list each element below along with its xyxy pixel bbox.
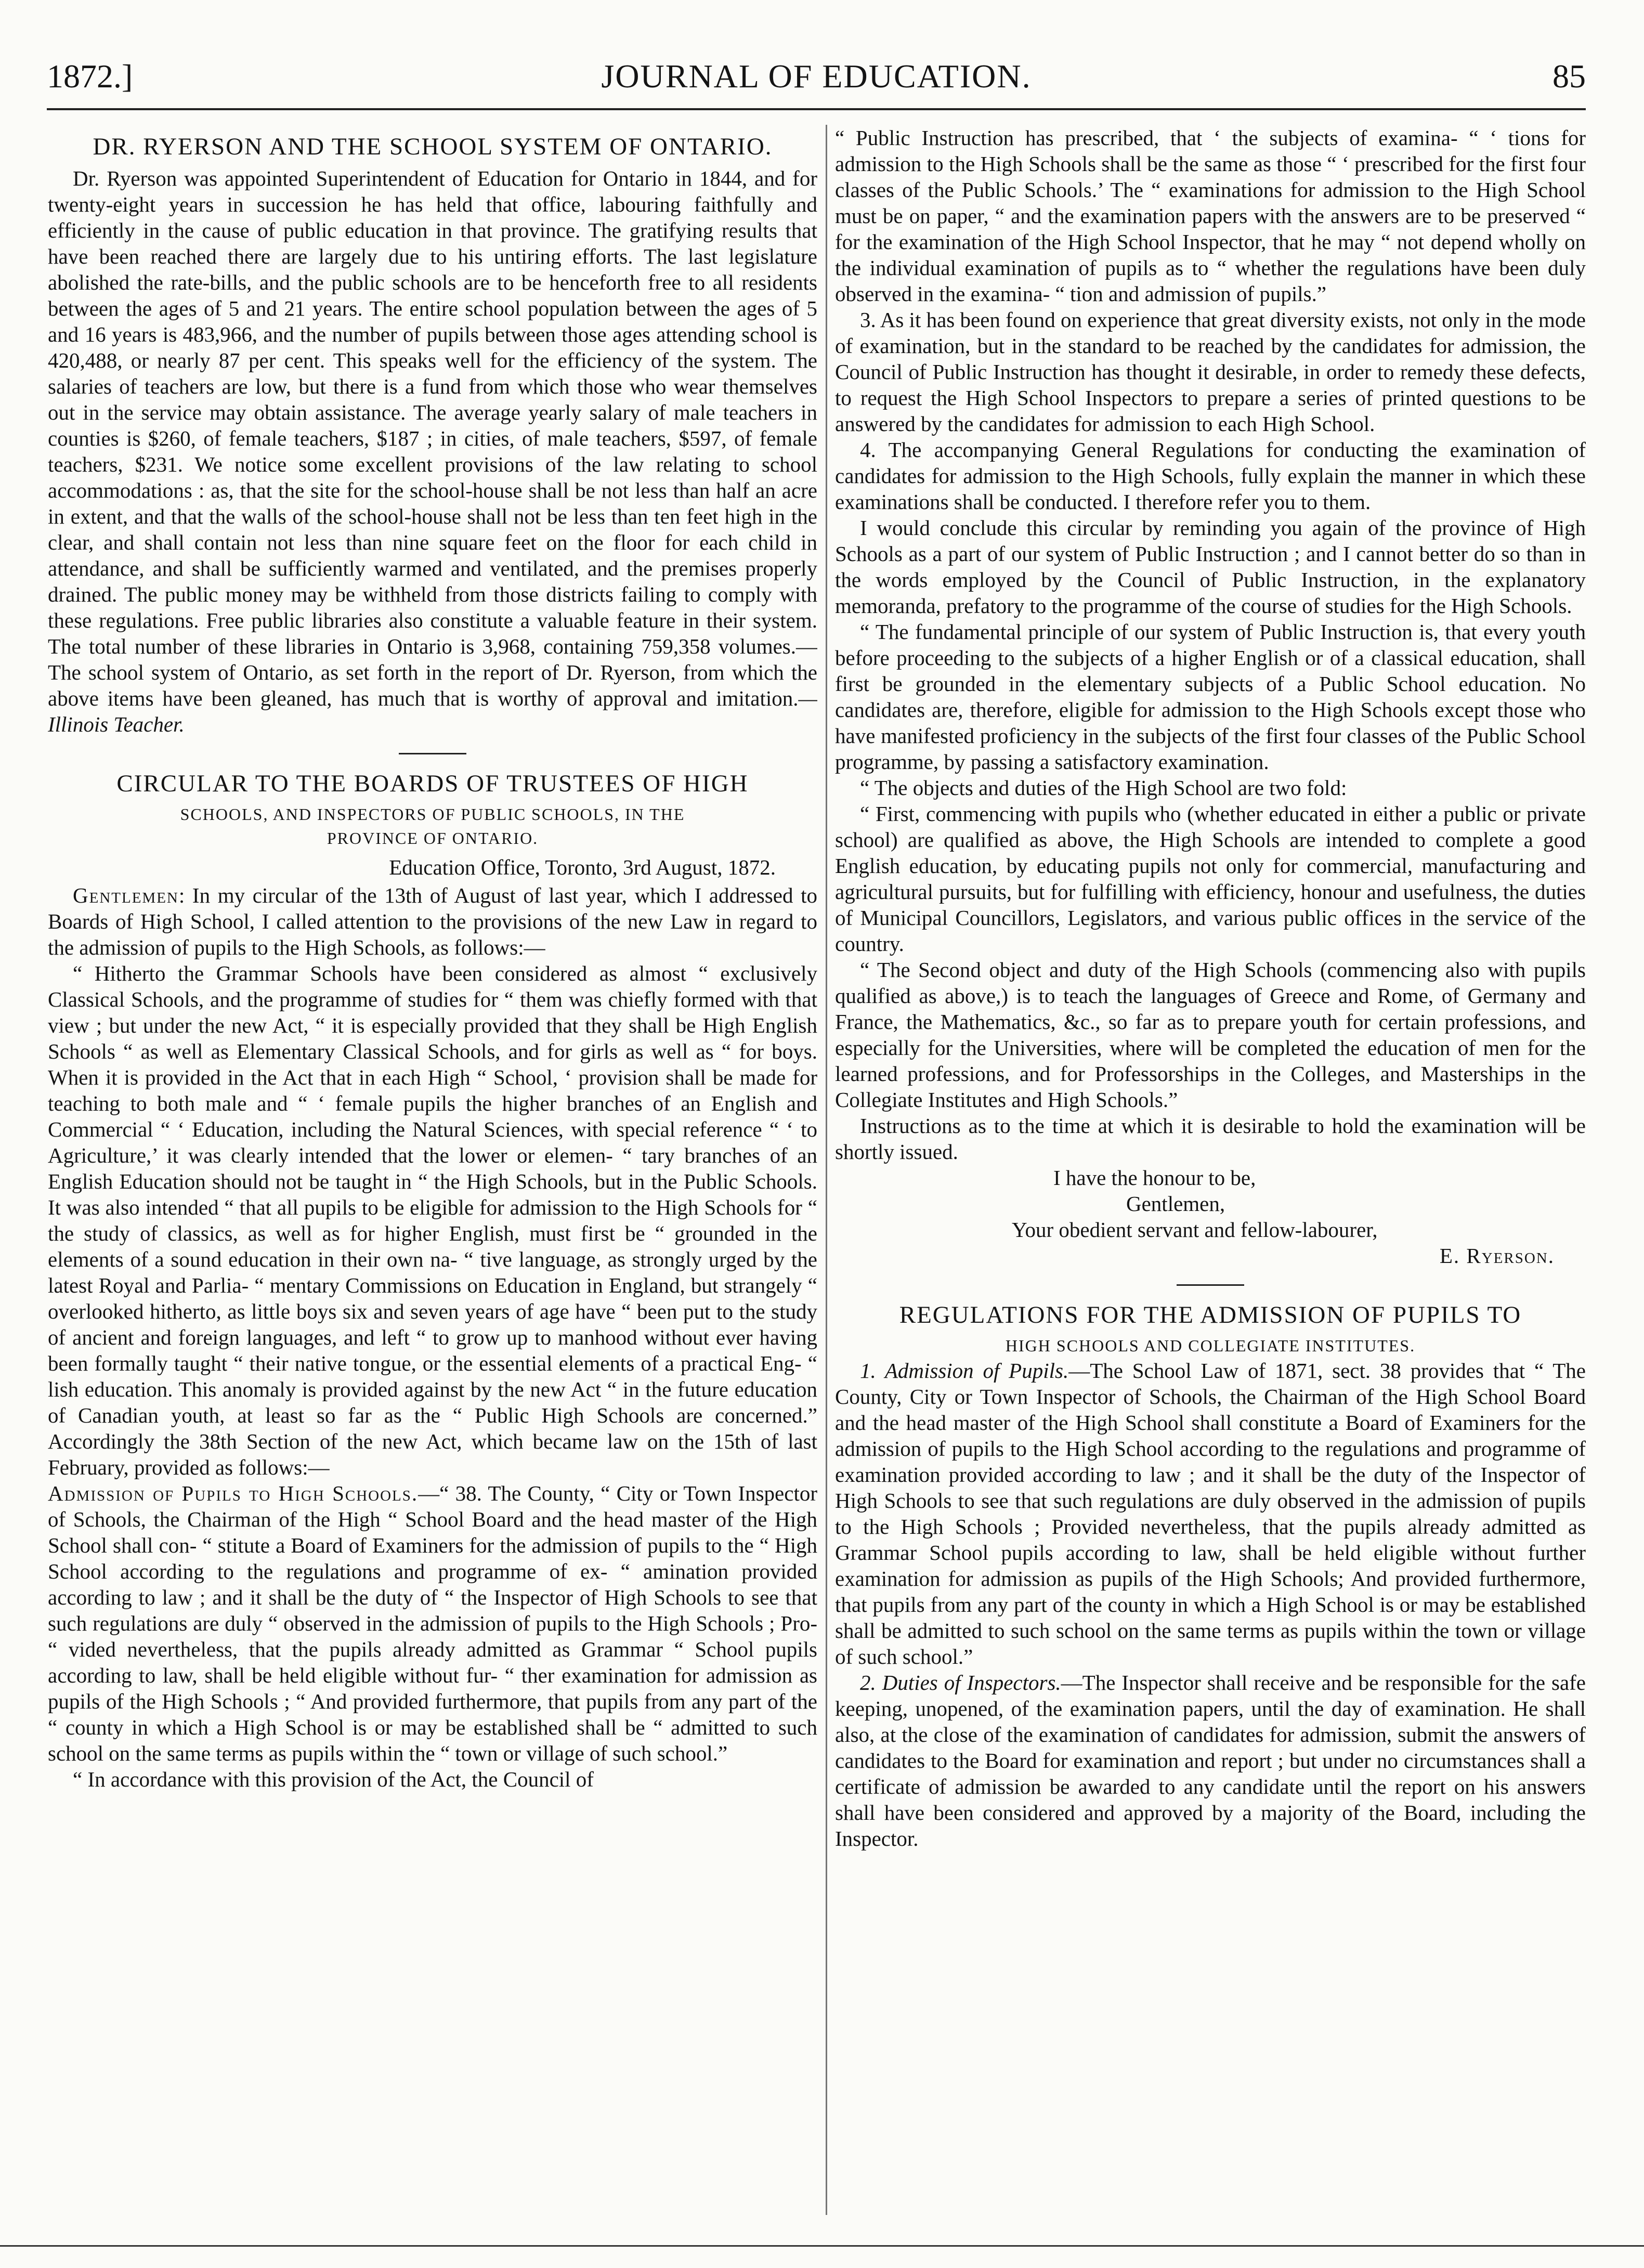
regulation-item-2-text: —The Inspector shall receive and be responsible for the safe keeping, unopened, of the examination papers, until the day of examination. He shall also, at the close of the examination of candidates for admission, submit the answers of candidates to the Board for examination and report ; but under no circumstances shall a certificate of admission be awarded to any candidate until the report on his answers shall have been considered and approved by a majority of the Board, including the Inspector.	[835, 1671, 1586, 1850]
column-divider	[826, 125, 827, 2215]
quote-first: “ First, commencing with pupils who (whether educated in either a public or private school) are qualified as above, the High Schools are intended to complete a good English education, by educating pupils not only for commercial, manufacturing and agricultural pursuits, but for fulfilling with efficiency, honour and usefulness, the duties of Municipal Councillors, Legislators, and various public offices in the service of the country.	[835, 802, 1586, 956]
page-number: 85	[1552, 58, 1586, 95]
instructions: Instructions as to the time at which it is desirable to hold the examination will be shortly issued.	[835, 1114, 1586, 1164]
regulation-item-1-label: 1. Admission of Pupils.	[860, 1359, 1069, 1383]
closing-honour: I have the honour to be,	[1053, 1166, 1256, 1190]
circular-subtitle-2: PROVINCE OF ONTARIO.	[327, 829, 539, 848]
ryerson-body	[48, 165, 817, 737]
circular-para-4: 4. The accompanying General Regulations for conducting the examination of candidates for admission to the High Schools, fully explain the manner in which these examinations shall be conducted. I therefore refer you to them.	[835, 438, 1586, 514]
circular-continuation-right: “ Public Instruction has prescribed, that ‘ the subjects of examina- “ ‘ tions for admission to the High Schools shall be the same as those “ ‘ prescribed for the first four classes of the Public Schools.’ The “ examinations for admission to the High School must be on paper, “ and the examination papers with the answers are to be preserved “ for the examination of the High School Inspector, that he may “ not depend wholly on the individual examination of pupils as to “ whether the regulations have been duly observed in the examina- “ tion and admission of pupils.”	[835, 126, 1586, 306]
section-separator	[399, 753, 466, 754]
circular-quote: “ Hitherto the Grammar Schools have been considered as almost “ exclusively Classical Schools, and the programme of studies for “ them was chiefly formed with that view ; but under the new Act, “ it is especially provided that they shall be High English Schools “ as well as Elementary Classical Schools, and for girls as well as “ for boys. When it is provided in the Act that in each High “ School, ‘ provision shall be made for teaching to both male and “ ‘ female pupils the higher branches of an English and Commercial “ ‘ Education, including the Natural Sciences, with special reference “ ‘ to Agriculture,’ it was clearly intended that the lower or elemen- “ tary branches of an English Education should not be taught in “ the High Schools, but in the Public Schools. It was also intended “ that all pupils to be eligible for admission to the High Schools for “ the study of classics, as well as for higher English, must first be “ grounded in the elements of a sound education in their own na- “ tive language, as strongly urged by the latest Royal and Parlia- “ mentary Commissions on Education in England, but strangely “ overlooked hitherto, as little boys six and seven years of age have “ been put to the study of ancient and foreign languages, and left “ to grow up to manhood without ever having been formally taught “ their native tongue, or the essential elements of a practical Eng- “ lish education. This anomaly is provided against by the new Act “ in the future education of Canadian youth, at least so far as the “ Public High Schools are concerned.” Accordingly the 38th Section of the new Act, which became law on the 15th of last February, provided as follows:—	[48, 961, 817, 1479]
admission-section	[48, 1480, 817, 1766]
circular-intro-text: : In my circular of the 13th of August of last year, which I addressed to Boards of High School, I called attention to the provisions of the new Law in regard to the admission of pupils to the High Schools, as follows:—	[48, 883, 817, 959]
circular-subtitle-1: SCHOOLS, AND INSPECTORS OF PUBLIC SCHOOLS, IN THE	[180, 805, 685, 824]
section-separator-2	[1177, 1284, 1244, 1286]
header-year: 1872.]	[47, 58, 133, 95]
circular-dateline: Education Office, Toronto, 3rd August, 1872.	[389, 855, 776, 879]
regulations-title: REGULATIONS FOR THE ADMISSION OF PUPILS TO	[899, 1301, 1522, 1328]
regulation-item-2	[835, 1670, 1586, 1852]
ryerson-title: DR. RYERSON AND THE SCHOOL SYSTEM OF ONTARIO.	[93, 133, 773, 160]
circular-para-3: 3. As it has been found on experience that great diversity exists, not only in the mode of examination, but in the standard to be reached by the candidates for admission, the Council of Public Instruction has thought it desirable, in order to remedy these defects, to request the High School Inspectors to prepare a series of printed questions to be answered by the candidates for admission to each High School.	[835, 308, 1586, 436]
regulation-item-1	[835, 1358, 1586, 1670]
left-column	[48, 125, 817, 2225]
regulations-subtitle: HIGH SCHOOLS AND COLLEGIATE INSTITUTES.	[1005, 1336, 1416, 1355]
circular-salutation: Gentlemen	[73, 883, 179, 907]
quote-second: “ The Second object and duty of the High Schools (commencing also with pupils qualified as above,) is to teach the languages of Greece and Rome, of Germany and France, the Mathematics, &c., so far as to prepare youth for certain professions, and especially for the Universities, where will be completed the education of men for the learned professions, and for Professorships in the Colleges, and Masterships in the Collegiate Institutes and High Schools.”	[835, 958, 1586, 1112]
journal-title: JOURNAL OF EDUCATION.	[601, 58, 1032, 95]
footer-rule	[0, 2245, 1644, 2247]
admission-section-label: Admission of Pupils to High Schools.	[48, 1481, 419, 1505]
regulation-item-1-text: —The School Law of 1871, sect. 38 provides that “ The County, City or Town Inspector of Schools, the Chairman of the High School Board and the head master of the High School shall constitute a Board of Examiners for the admission of pupils to the High School according to the regulations and programme of examination provided according to law ; and it shall be the duty of the Inspector of High Schools to see that such regulations are duly observed in the admission of pupils to the High Schools ; Provided nevertheless, that the pupils already admitted as Grammar School pupils according to law, shall be held eligible without further examination for admission as pupils of the High Schools; And provided furthermore, that pupils from any part of the county in which a High School is or may be established shall be admitted to such school on the same terms as pupils within the town or village of such school.”	[835, 1359, 1586, 1669]
closing-servant: Your obedient servant and fellow-labourer,	[1012, 1218, 1378, 1242]
running-head	[47, 52, 1586, 109]
regulation-item-2-label: 2. Duties of Inspectors.	[860, 1671, 1061, 1695]
signature: E. Ryerson.	[1439, 1244, 1555, 1268]
quote-objects: “ The objects and duties of the High School are two fold:	[860, 776, 1347, 800]
circular-intro	[48, 882, 817, 960]
right-column	[835, 125, 1586, 2225]
quote-principle: “ The fundamental principle of our system of Public Instruction is, that every youth before proceeding to the subjects of a higher English or of a classical education, shall first be grounded in the elementary subjects of a Public School education. No candidates are, therefore, eligible for admission to the High Schools except those who have manifested proficiency in the subjects of the first four classes of the Public School programme, by passing a satisfactory examination.	[835, 620, 1586, 774]
ryerson-body-text: Dr. Ryerson was appointed Superintendent of Education for Ontario in 1844, and for twenty-eight years in succession he has held that office, labouring faithfully and efficiently in the cause of public education in that province. The gratifying results that have been reached there are largely due to his untiring efforts. The last legislature abolished the rate-bills, and the public schools are to be henceforth free to all residents between the ages of 5 and 21 years. The entire school population between the ages of 5 and 16 years is 483,966, and the number of pupils between those ages attending school is 420,488, or nearly 87 per cent. This speaks well for the efficiency of the system. The salaries of teachers are low, but there is a fund from which those who wear themselves out in the service may obtain assistance. The average yearly salary of male teachers in counties is $260, of female teachers, $187 ; in cities, of male teachers, $597, of female teachers, $231. We notice some excellent provisions of the law relating to school accommodations : as, that the site for the school-house shall be not less than half an acre in extent, and that the walls of the school-house shall not be less than ten feet high in the clear, and shall contain not less than nine square feet on the floor for each child in attendance, and shall be sufficiently warmed and ventilated, and the premises properly drained. The public money may be withheld from those districts failing to comply with these regulations. Free public libraries also constitute a valuable feature in their system. The total number of these libraries in Ontario is 3,968, containing 759,358 volumes.— The school system of Ontario, as set forth in the report of Dr. Ryerson, from which the above items have been gleaned, has much that is worthy of approval and imitation.	[48, 166, 817, 710]
closing-gentlemen: Gentlemen,	[1126, 1192, 1225, 1216]
admission-section-text: —“ 38. The County, “ City or Town Inspector of Schools, the Chairman of the High “ School Board and the head master of the High School shall con- “ stitute a Board of Examiners for the admission of pupils to the “ High School according to the regulations and programme of ex- “ amination provided according to law ; and it shall be the duty of “ the Inspector of High Schools to see that such regulations are duly “ observed in the admission of pupils to the High Schools ; Pro- “ vided nevertheless, that the pupils already admitted as Grammar “ School pupils according to law, shall be held eligible without fur- “ ther examination for admission as pupils of the High Schools ; “ And provided furthermore, that pupils from any part of the “ county in which a High School is or may be established shall be “ admitted to such school on the same terms as pupils within the “ town or village of such school.”	[48, 1481, 817, 1765]
circular-title: CIRCULAR TO THE BOARDS OF TRUSTEES OF HIGH	[116, 770, 749, 797]
header-rule	[47, 108, 1586, 110]
circular-continuation-left: “ In accordance with this provision of the Act, the Council of	[73, 1767, 594, 1791]
ryerson-source: —Illinois Teacher.	[48, 686, 817, 736]
circular-para-conclude: I would conclude this circular by reminding you again of the province of High Schools as a part of our system of Public Instruction ; and I cannot better do so than in the words employed by the Council of Public Instruction, in the explanatory memoranda, prefatory to the programme of the course of studies for the High Schools.	[835, 516, 1586, 618]
